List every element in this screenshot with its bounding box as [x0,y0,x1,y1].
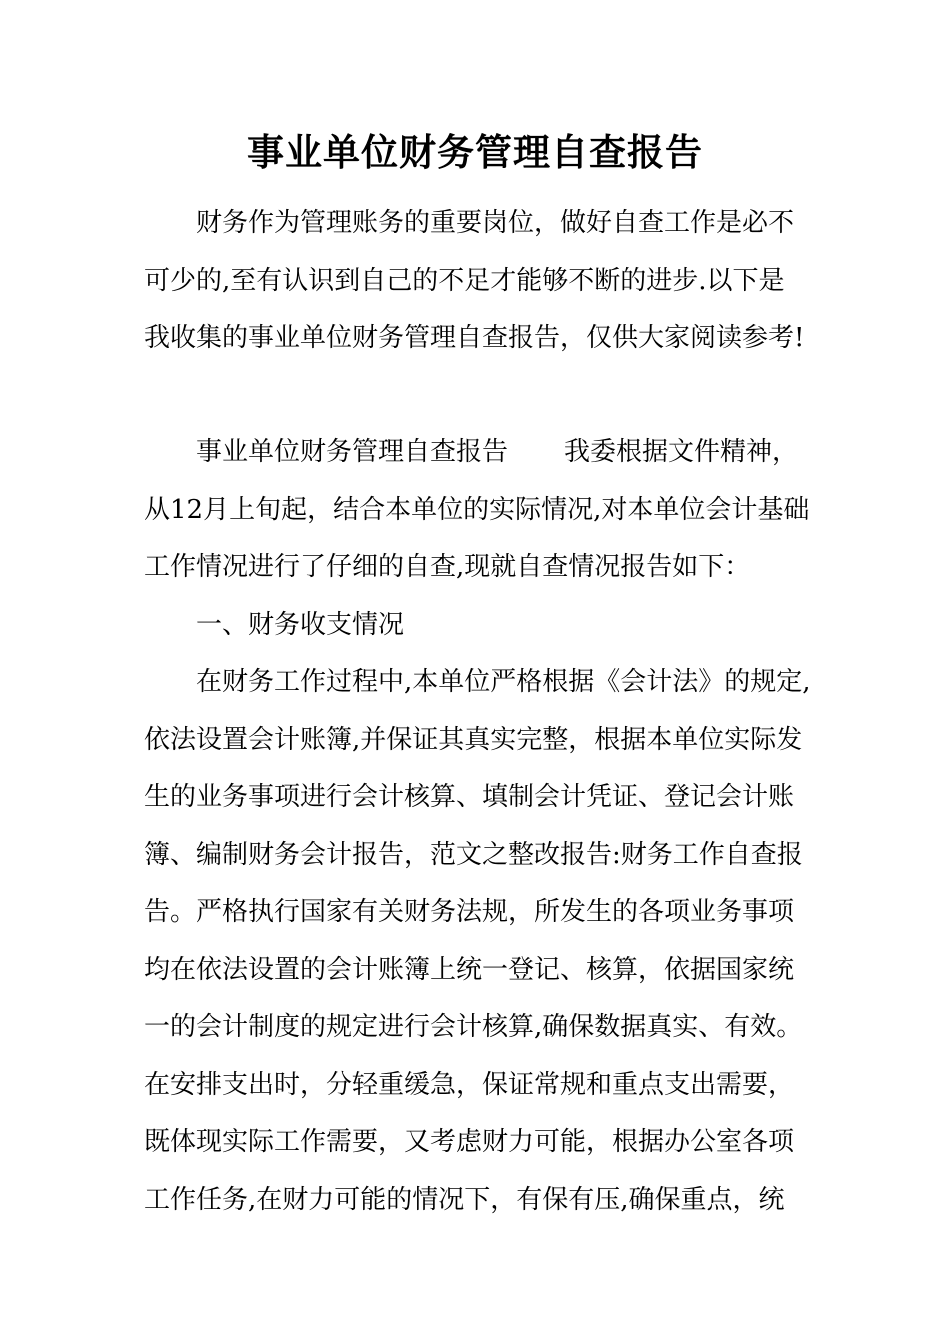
paragraph-line: 簿、编制财务会计报告，范文之整改报告:财务工作自查报 [144,839,803,870]
paragraph-line: 可少的,至有认识到自己的不足才能够不断的进步.以下是 [144,265,785,296]
paragraph-line: 告。严格执行国家有关财务法规，所发生的各项业务事项 [144,897,795,927]
paragraph-line: 生的业务事项进行会计核算、填制会计凭证、登记会计账 [144,782,795,812]
paragraph-line [144,424,814,482]
report-body [144,424,814,1229]
paragraph-line: 工作情况进行了仔细的自查,现就自查情况报告如下： [144,552,751,582]
document-title: 事业单位财务管理自查报告 [247,130,703,174]
intro-paragraph [144,195,814,368]
paragraph-line: 在安排支出时，分轻重缓急，保证常规和重点支出需要， [144,1069,795,1100]
paragraph-line: 我收集的事业单位财务管理自查报告，仅供大家阅读参考! [144,323,805,353]
paragraph-line: 财务作为管理账务的重要岗位，做好自查工作是必不 [196,208,795,238]
paragraph-line: 均在依法设置的会计账簿上统一登记、核算，依据国家统 [144,954,795,985]
paragraph-line: 工作任务,在财力可能的情况下，有保有压,确保重点，统 [144,1184,785,1215]
paragraph-line: 既体现实际工作需要，又考虑财力可能，根据办公室各项 [144,1127,795,1157]
report-opening: 我委根据文件精神， [564,437,799,467]
paragraph-line: 依法设置会计账簿,并保证其真实完整，根据本单位实际发 [144,724,803,755]
paragraph-line: 一的会计制度的规定进行会计核算,确保数据真实、有效。 [144,1012,803,1042]
paragraph-line: 从12月上旬起，结合本单位的实际情况,对本单位会计基础 [144,494,810,525]
section-heading: 一、财务收支情况 [196,609,405,640]
paragraph-line: 在财务工作过程中,本单位严格根据《会计法》的规定, [196,667,811,697]
report-heading: 事业单位财务管理自查报告 [196,437,509,467]
